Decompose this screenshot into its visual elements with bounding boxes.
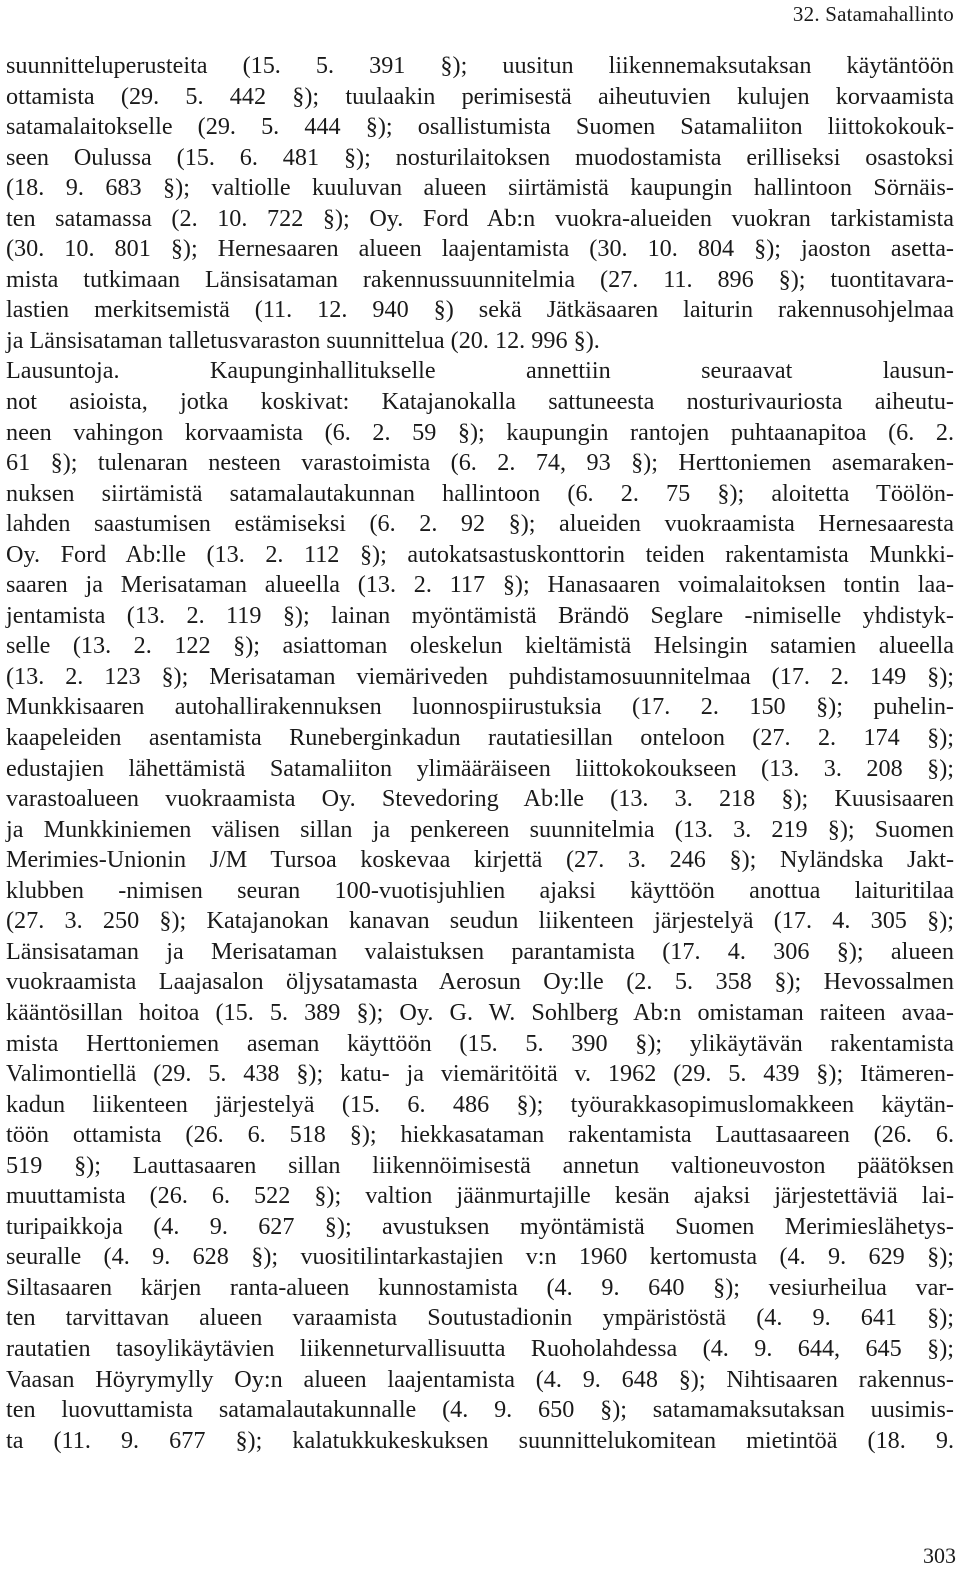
text-line: varastoalueen vuokraamista Oy. Stevedoring Ab:lle (13. 3. 218 §); Kuusisaaren <box>6 785 954 813</box>
text-line: lahden saastumisen estämiseksi (6. 2. 92 §); alueiden vuokraamista Hernesaaresta <box>6 510 954 538</box>
text-line: Oy. Ford Ab:lle (13. 2. 112 §); autokatsastuskonttorin teiden rakentamista Munkki- <box>6 540 954 568</box>
text-line: edustajien lähettämistä Satamaliiton ylimääräiseen liittokokoukseen (13. 3. 208 §); <box>6 754 954 782</box>
text-line: suunnitteluperusteita (15. 5. 391 §); uusitun liikennemaksutaksan käytäntöön <box>6 52 954 79</box>
text-line: (30. 10. 801 §); Hernesaaren alueen laajentamista (30. 10. 804 §); jaoston asetta- <box>6 235 954 263</box>
text-line: klubben -nimisen seuran 100-vuotisjuhlien ajaksi käyttöön anottua laituritilaa <box>6 876 954 904</box>
text-line: vuokraamista Laajasalon öljysatamasta Aerosun Oy:lle (2. 5. 358 §); Hevossalmen <box>6 968 954 996</box>
text-line: ja Munkkiniemen välisen sillan ja penkereen suunnitelmia (13. 3. 219 §); Suomen <box>6 815 954 843</box>
text-line: jentamista (13. 2. 119 §); lainan myöntämistä Brändö Seglare -nimiselle yhdistyk- <box>6 601 954 629</box>
text-line: töön ottamista (26. 6. 518 §); hiekkasataman rakentamista Lauttasaareen (26. 6. <box>6 1121 954 1149</box>
text-line: ottamista (29. 5. 442 §); tuulaakin perimisestä aiheutuvien kulujen korvaamista <box>6 82 954 110</box>
text-line: Merimies-Unionin J/M Tursoa koskevaa kirjettä (27. 3. 246 §); Nyländska Jakt- <box>6 846 954 874</box>
page-number: 303 <box>923 1543 956 1568</box>
text-line: selle (13. 2. 122 §); asiattoman oleskelun kieltämistä Helsingin satamien alueella <box>6 632 954 660</box>
text-line: muuttamista (26. 6. 522 §); valtion jäänmurtajille kesän ajaksi järjestettäviä lai- <box>6 1182 954 1210</box>
text-line: rautatien tasoylikäytävien liikenneturvallisuutta Ruoholahdessa (4. 9. 644, 645 §); <box>6 1334 954 1362</box>
text-line: 61 §); tulenaran nesteen varastoimista (6. 2. 74, 93 §); Herttoniemen asemaraken- <box>6 449 954 477</box>
text-line: ten tarvittavan alueen varaamista Soutustadionin ympäristöstä (4. 9. 641 §); <box>6 1304 954 1332</box>
running-header: 32. Satamahallinto <box>792 2 954 26</box>
text-line: kaapeleiden asentamista Runeberginkadun rautatiesillan onteloon (27. 2. 174 §); <box>6 724 954 752</box>
body-text <box>6 51 954 1456</box>
text-line: nuksen siirtämistä satamalautakunnan hallintoon (6. 2. 75 §); aloitetta Töölön- <box>6 479 954 507</box>
text-line: neen vahingon korvaamista (6. 2. 59 §); kaupungin rantojen puhtaanapitoa (6. 2. <box>6 418 954 446</box>
text-line: (13. 2. 123 §); Merisataman viemäriveden puhdistamosuunnitelmaa (17. 2. 149 §); <box>6 662 954 690</box>
text-line: kääntösillan hoitoa (15. 5. 389 §); Oy. G. W. Sohlberg Ab:n omistaman raiteen avaa- <box>6 998 954 1026</box>
text-line: turipaikkoja (4. 9. 627 §); avustuksen myöntämistä Suomen Merimieslähetys- <box>6 1212 954 1240</box>
text-line: seen Oulussa (15. 6. 481 §); nosturilaitoksen muodostamista erilliseksi osastoksi <box>6 143 954 171</box>
text-line: mista Herttoniemen aseman käyttöön (15. 5. 390 §); ylikäytävän rakentamista <box>6 1029 954 1057</box>
text-line: 519 §); Lauttasaaren sillan liikennöimisestä annetun valtioneuvoston päätöksen <box>6 1151 954 1179</box>
text-line: (27. 3. 250 §); Katajanokan kanavan seudun liikenteen järjestelyä (17. 4. 305 §); <box>6 907 954 935</box>
text-line: lastien merkitsemistä (11. 12. 940 §) sekä Jätkäsaaren laiturin rakennusohjelmaa <box>6 296 954 324</box>
text-line: Lausuntoja. Kaupunginhallitukselle annettiin seuraavat lausun- <box>6 357 954 385</box>
text-line: mista tutkimaan Länsisataman rakennussuunnitelmia (27. 11. 896 §); tuontitavara- <box>6 265 954 293</box>
text-line: Munkkisaaren autohallirakennuksen luonnospiirustuksia (17. 2. 150 §); puhelin- <box>6 693 954 721</box>
text-line: ten luovuttamista satamalautakunnalle (4. 9. 650 §); satamamaksutaksan uusimis- <box>6 1396 954 1424</box>
text-line: ta (11. 9. 677 §); kalatukkukeskuksen suunnittelukomitean mietintöä (18. 9. <box>6 1426 954 1454</box>
text-line: ja Länsisataman talletusvaraston suunnittelua (20. 12. 996 §). <box>6 326 600 354</box>
text-line: kadun liikenteen järjestelyä (15. 6. 486 §); työurakkasopimuslomakkeen käytän- <box>6 1090 954 1118</box>
text-line: Länsisataman ja Merisataman valaistuksen parantamista (17. 4. 306 §); alueen <box>6 937 954 965</box>
text-line: Vaasan Höyrymylly Oy:n alueen laajentamista (4. 9. 648 §); Nihtisaaren rakennus- <box>6 1365 954 1393</box>
text-line: Siltasaaren kärjen ranta-alueen kunnostamista (4. 9. 640 §); vesiurheilua var- <box>6 1273 954 1301</box>
text-line: saaren ja Merisataman alueella (13. 2. 117 §); Hanasaaren voimalaitoksen tontin laa- <box>6 571 954 599</box>
text-line: not asioista, jotka koskivat: Katajanokalla sattuneesta nosturivauriosta aiheutu- <box>6 388 954 416</box>
text-line: ten satamassa (2. 10. 722 §); Oy. Ford Ab:n vuokra-alueiden vuokran tarkistamista <box>6 204 954 232</box>
text-line: seuralle (4. 9. 628 §); vuositilintarkastajien v:n 1960 kertomusta (4. 9. 629 §); <box>6 1243 954 1271</box>
text-line: satamalaitokselle (29. 5. 444 §); osallistumista Suomen Satamaliiton liittokokouk- <box>6 113 954 141</box>
text-line: (18. 9. 683 §); valtiolle kuuluvan alueen siirtämistä kaupungin hallintoon Sörnäis- <box>6 174 954 202</box>
text-line: Valimontiellä (29. 5. 438 §); katu- ja viemäritöitä v. 1962 (29. 5. 439 §); Itämeren- <box>6 1060 954 1088</box>
